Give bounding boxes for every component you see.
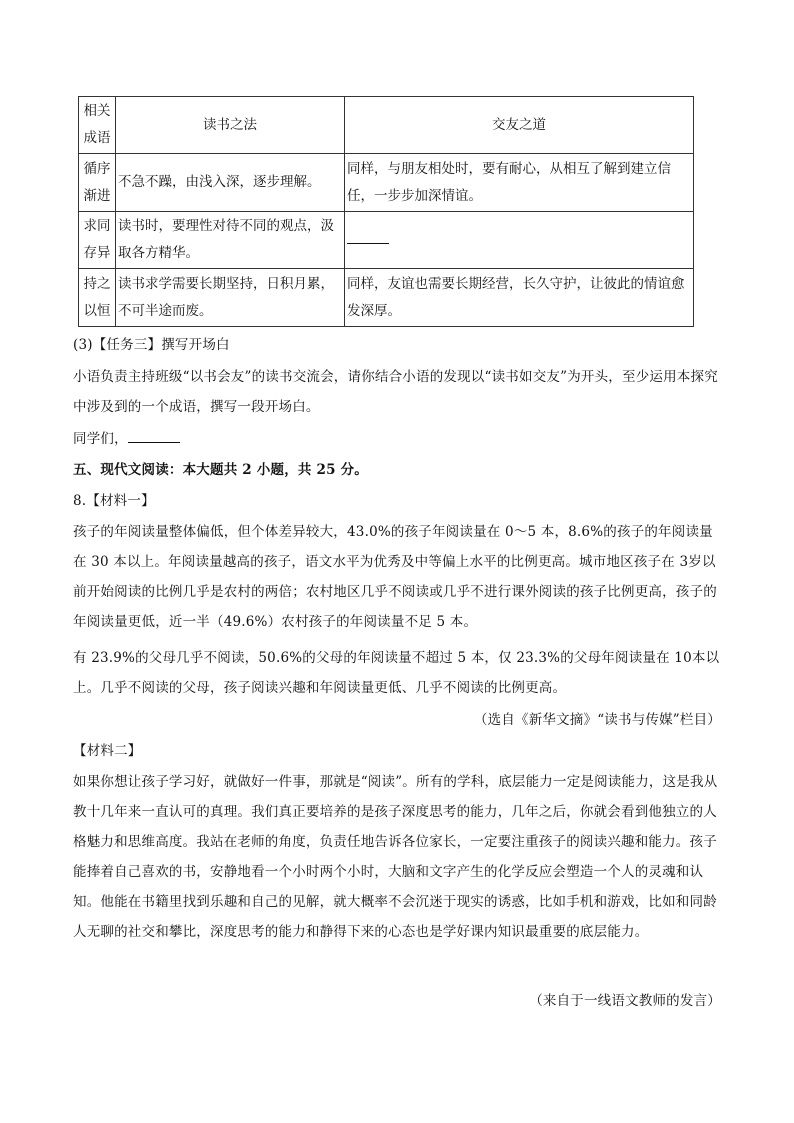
idiom-comparison-table: [78, 96, 694, 327]
task3-prompt: 小语负责主持班级“以书会友”的读书交流会，请你结合小语的发现以“读书如交友”为开头，至少运用本探究中涉及到的一个成语，撰写一段开场白。: [73, 369, 718, 415]
reading-cell: 不急不躁，由浅入深，逐步理解。: [116, 154, 345, 212]
table-row: [79, 212, 694, 269]
header-idiom: 相关成语: [79, 97, 116, 154]
material2-source: （来自于一线语文教师的发言）: [529, 993, 721, 1009]
section5-heading: 五、现代文阅读：本大题共 2 小题，共 25 分。: [73, 462, 368, 478]
reading-cell: 读书求学需要长期坚持，日积月累，不可半途而废。: [116, 269, 345, 327]
q8-label: 8.【材料一】: [73, 493, 155, 509]
material1-paragraph-2: 有 23.9%的父母几乎不阅读，50.6%的父母的年阅读量不超过 5 本，仅 23.3%的父母年阅读量在 10本以上。几乎不阅读的父母，孩子阅读兴趣和年阅读量更低、几乎不阅读的比例更高。: [73, 650, 720, 696]
answer-blank[interactable]: [128, 427, 180, 443]
reading-cell: 读书时，要理性对待不同的观点，汲取各方精华。: [116, 212, 345, 269]
friendship-answer-blank[interactable]: [345, 212, 694, 269]
header-friendship-way: 交友之道: [345, 97, 694, 154]
idiom-cell: 循序渐进: [79, 154, 116, 212]
material1-paragraph: 孩子的年阅读量整体偏低，但个体差异较大，43.0%的孩子年阅读量在 0～5 本，8.6%的孩子的年阅读量在 30 本以上。年阅读量越高的孩子，语文水平为优秀及中等偏上水平的比例更高。城市地区孩子在 3岁以前开始阅读的比例几乎是农村的两倍；农村地区几乎不阅读或几乎不进行课外阅读的孩子比例更高，孩子的年阅读量更低，近一半（49.6%）农村孩子的年阅读量不足 5 本。: [73, 524, 717, 630]
answer-start: 同学们，: [73, 431, 128, 447]
idiom-cell: 持之以恒: [79, 269, 116, 327]
table-row: [79, 269, 694, 327]
friendship-cell: 同样，与朋友相处时，要有耐心，从相互了解到建立信任，一步步加深情谊。: [345, 154, 694, 212]
table-row: [79, 154, 694, 212]
material2-paragraph: 如果你想让孩子学习好，就做好一件事，那就是“阅读”。所有的学科，底层能力一定是阅读能力，这是我从教十几年来一直认可的真理。我们真正要培养的是孩子深度思考的能力，几年之后，你就会看到他独立的人格魅力和思维高度。我站在老师的角度，负责任地告诉各位家长，一定要注重孩子的阅读兴趣和能力。孩子能捧着自己喜欢的书，安静地看一个小时两个小时，大脑和文字产生的化学反应会塑造一个人的灵魂和认知。他能在书籍里找到乐趣和自己的见解，就大概率不会沉迷于现实的诱惑，比如手机和游戏，比如和同龄人无聊的社交和攀比，深度思考的能力和静得下来的心态也是学好课内知识最重要的底层能力。: [73, 774, 718, 940]
material2-label: 【材料二】: [73, 743, 142, 759]
task3-heading: (3)【任务三】撰写开场白: [73, 337, 230, 353]
friendship-cell: 同样，友谊也需要长期经营，长久守护，让彼此的情谊愈发深厚。: [345, 269, 694, 327]
material1-source: （选自《新华文摘》“读书与传媒”栏目）: [473, 712, 721, 728]
table-header-row: [79, 97, 694, 154]
header-reading-method: 读书之法: [116, 97, 345, 154]
blank-line: [347, 228, 389, 244]
answer-line: [73, 424, 721, 454]
idiom-cell: 求同存异: [79, 212, 116, 269]
